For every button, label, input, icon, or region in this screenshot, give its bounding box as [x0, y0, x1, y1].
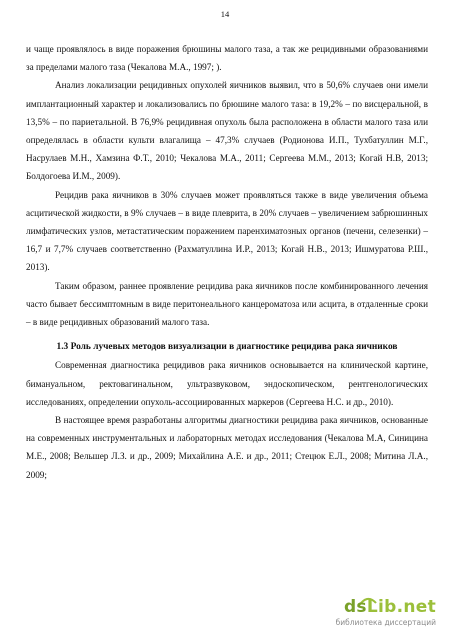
watermark-logo — [344, 597, 436, 617]
section-heading: 1.3 Роль лучевых методов визуализации в диагностике рецидива рака яичников — [56, 342, 398, 353]
paragraph: Рецидив рака яичников в 30% случаев может проявляться также в виде увеличения объема асцитической жидкости, в 9% случаев – в виде плеврита, в 20% случаев – увеличением забрюшинных лимфатических узлов, метастатическим поражением паренхиматозных органов (печени, селезенки) – 16,7 и 7,7% случаев соответственно (Рахматуллина И.Р., 2013; Когай Н.В., 2013; Ишмуратова Р.Ш., 2013). — [26, 189, 428, 273]
paragraph: Таким образом, раннее проявление рецидива рака яичников после комбинированного лечения часто бывает бессимптомным в виде перитонеального канцероматоза или асцита, в отдаленные сроки – в виде рецидивных образований малого таза. — [26, 280, 428, 328]
watermark-logo-prefix: ds — [343, 597, 367, 617]
paragraph: Современная диагностика рецидивов рака яичников основывается на клинической картине, бимануальном, ректовагинальном, ультразвуковом, эндоскопическом, рентгенологических исследованиях, определении опухоль-ассоциированных маркеров (Сергеева Н.С. и др., 2010). — [26, 360, 428, 407]
paragraph: В настоящее время разработаны алгоритмы диагностики рецидива рака яичников, основанные на современных инструментальных и лабораторных методах исследования (Чекалова М.А, Синицина М.Е., 2008; Вельшер Л.З. и др., 2009; Михайлина А.Е. и др., 2011; Стецюк Е.Л., 2008; Митина Л.А., 2009; — [26, 415, 428, 480]
watermark-subtitle: библиотека диссертаций — [335, 618, 436, 627]
watermark — [326, 597, 436, 631]
page-number: 14 — [220, 9, 230, 19]
document-body — [26, 40, 428, 484]
paragraph: и чаще проявлялось в виде поражения брюшины малого таза, а так же рецидивными образованиями за пределами малого таза (Чекалова М.А., 1997; ). — [26, 44, 428, 73]
paragraph: Анализ локализации рецидивных опухолей яичников выявил, что в 50,6% случаев они имели имплантационный характер и локализовались по брюшине малого таза: в 19,2% – по висцеральной, в 13,5% – по париетальной. В 76,9% рецидивная опухоль была расположена в области малого таза или определялась в области культи влагалища – 47,3% случаев (Родионова И.П., Тухбатуллин М.Г., Насрулаев М.Н., Хамзина Ф.Т., 2010; Чекалова М.А., 2011; Сергеева М.М., 2013; Когай Н.В, 2013; Болдогоева И.М., 2009). — [26, 80, 428, 182]
watermark-logo-main: Lib.net — [366, 597, 436, 617]
